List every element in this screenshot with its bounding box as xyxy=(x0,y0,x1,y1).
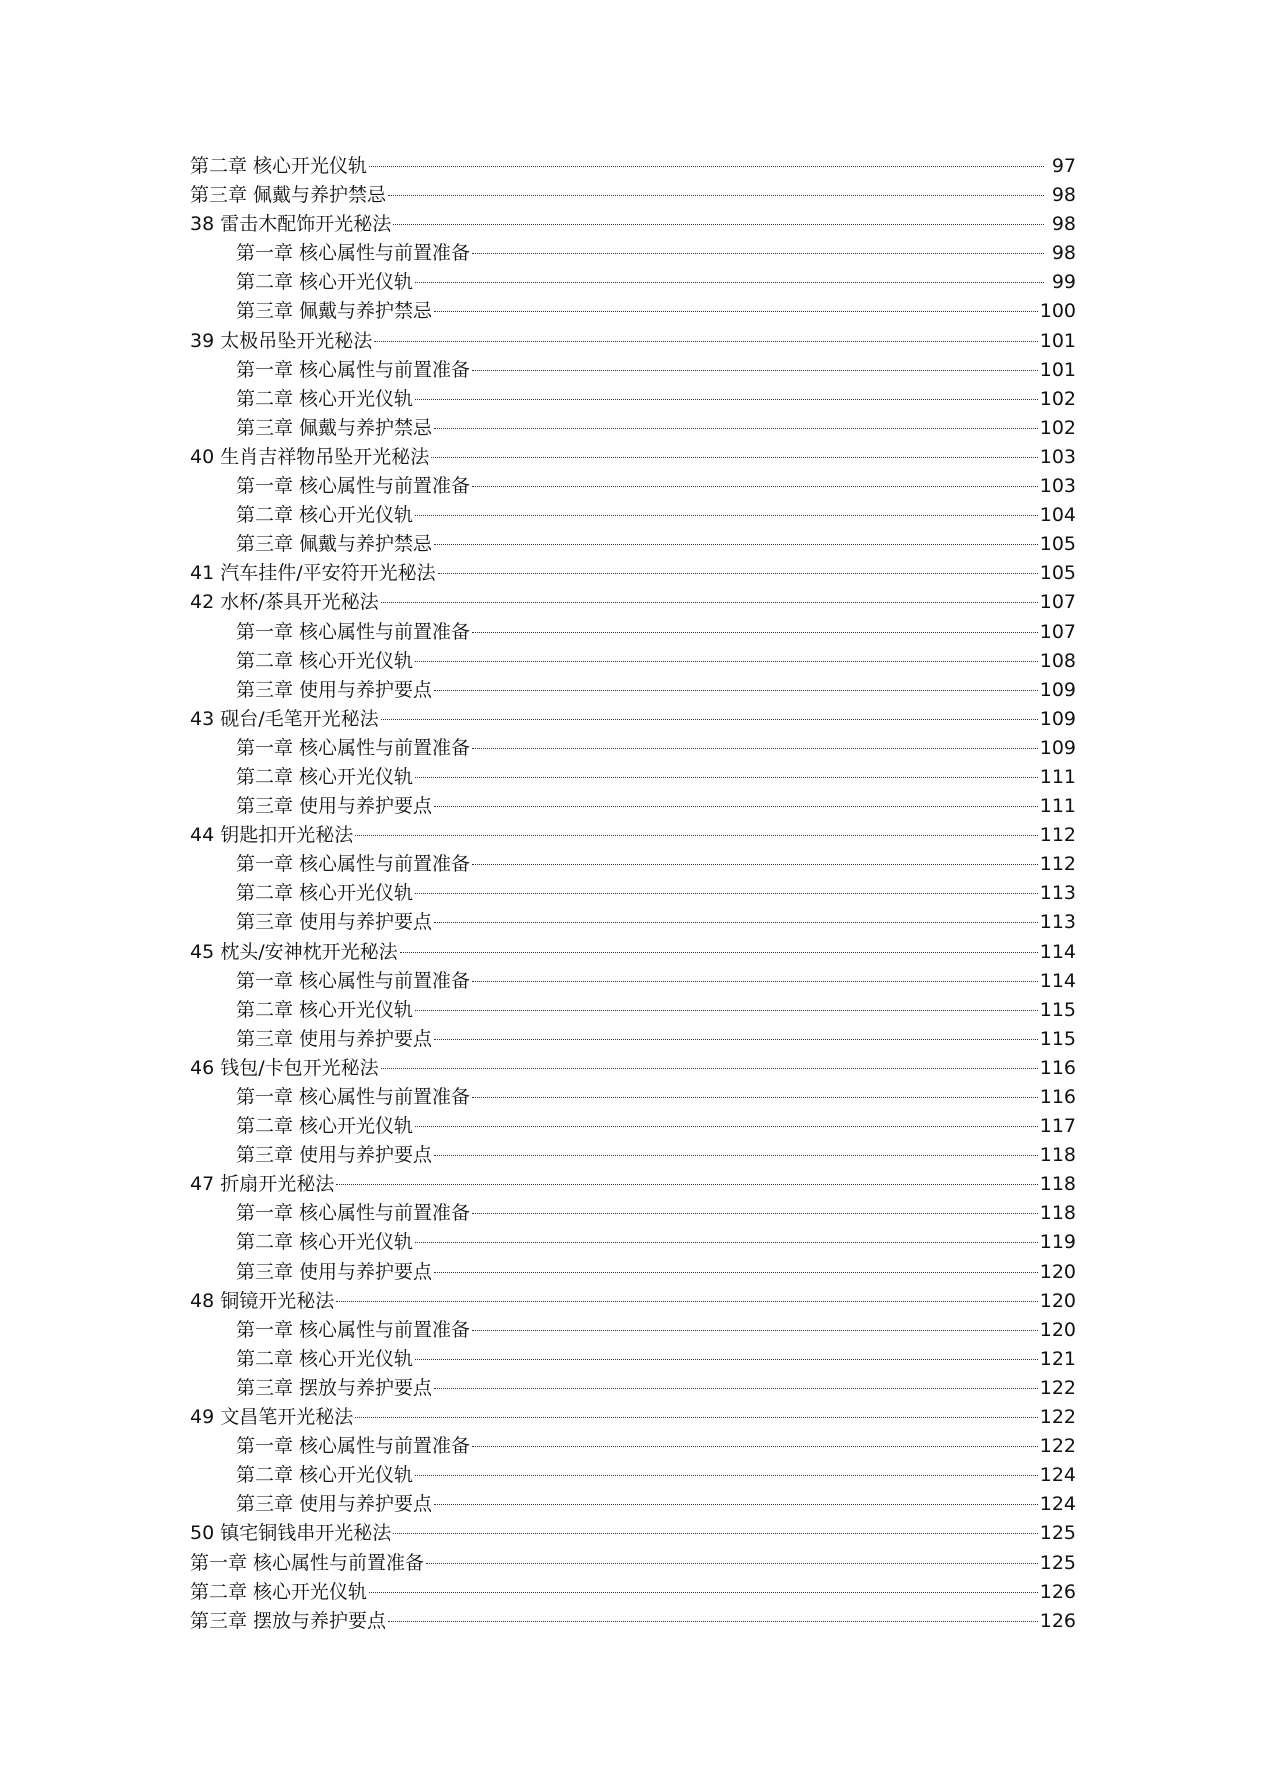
toc-entry-title: 第二章 核心开光仪轨 xyxy=(190,155,368,177)
toc-entry-title: 43 砚台/毛笔开光秘法 xyxy=(190,707,379,730)
toc-dot-leader xyxy=(472,1330,1038,1331)
toc-entry-page-number: 125 xyxy=(1039,1522,1076,1545)
toc-entry-page-number: 98 xyxy=(1051,184,1076,207)
toc-entry-page-number: 112 xyxy=(1039,824,1076,847)
toc-entry-page-number: 107 xyxy=(1039,591,1076,614)
toc-chapter-entry[interactable] xyxy=(190,414,1076,443)
toc-chapter-entry[interactable] xyxy=(190,734,1076,763)
toc-entry-title: 48 铜镜开光秘法 xyxy=(190,1289,335,1312)
toc-chapter-entry[interactable] xyxy=(190,763,1076,792)
toc-entry-page-number: 125 xyxy=(1039,1551,1076,1574)
toc-entry-title: 第一章 核心属性与前置准备 xyxy=(236,1202,471,1225)
toc-section-entry[interactable] xyxy=(190,1287,1076,1316)
toc-dot-leader xyxy=(472,370,1038,371)
toc-entry-title: 40 生肖吉祥物吊坠开光秘法 xyxy=(190,445,430,468)
toc-entry-title: 第三章 摆放与养护要点 xyxy=(236,1376,433,1399)
toc-chapter-entry[interactable] xyxy=(190,1432,1076,1461)
toc-chapter-entry[interactable] xyxy=(190,1199,1076,1228)
toc-chapter-entry[interactable] xyxy=(190,239,1076,268)
toc-entry-title: 第二章 核心开光仪轨 xyxy=(236,271,414,294)
toc-entry-title: 第三章 使用与养护要点 xyxy=(236,1144,433,1167)
toc-entry-title: 第三章 使用与养护要点 xyxy=(236,1027,433,1050)
toc-section-entry[interactable] xyxy=(190,938,1076,967)
toc-dot-leader xyxy=(472,632,1038,633)
toc-entry-page-number: 102 xyxy=(1039,387,1076,410)
toc-section-entry[interactable] xyxy=(190,559,1076,588)
toc-section-entry[interactable] xyxy=(190,443,1076,472)
toc-dot-leader xyxy=(355,835,1038,836)
toc-entry-page-number: 109 xyxy=(1039,736,1076,759)
toc-entry-title: 45 枕头/安神枕开光秘法 xyxy=(190,940,398,963)
toc-section-entry[interactable] xyxy=(190,588,1076,617)
toc-entry-page-number: 105 xyxy=(1039,562,1076,585)
toc-chapter-entry[interactable] xyxy=(190,1258,1076,1287)
toc-dot-leader xyxy=(434,1504,1038,1505)
toc-entry-title: 50 镇宅铜钱串开光秘法 xyxy=(190,1522,392,1545)
toc-entry-page-number: 117 xyxy=(1039,1115,1076,1138)
toc-dot-leader xyxy=(431,457,1038,458)
toc-entry-title: 44 钥匙扣开光秘法 xyxy=(190,824,354,847)
toc-entry-page-number: 118 xyxy=(1039,1202,1076,1225)
toc-dot-leader xyxy=(415,1359,1038,1360)
toc-dot-leader xyxy=(472,748,1038,749)
toc-entry-page-number: 103 xyxy=(1039,475,1076,498)
toc-entry-page-number: 121 xyxy=(1039,1347,1076,1370)
toc-entry-page-number: 111 xyxy=(1039,765,1076,788)
toc-chapter-entry[interactable] xyxy=(190,385,1076,414)
toc-dot-leader xyxy=(434,922,1038,923)
toc-dot-leader xyxy=(415,893,1038,894)
toc-dot-leader xyxy=(434,1155,1038,1156)
toc-entry-page-number: 100 xyxy=(1039,300,1076,323)
toc-dot-leader xyxy=(434,1272,1038,1273)
toc-entry-title: 第三章 使用与养护要点 xyxy=(236,1260,433,1283)
toc-dot-leader xyxy=(472,253,1044,254)
toc-entry-title: 第二章 核心开光仪轨 xyxy=(236,1464,414,1487)
toc-entry-page-number: 112 xyxy=(1039,853,1076,876)
toc-entry-page-number: 124 xyxy=(1039,1464,1076,1487)
toc-entry-title: 第一章 核心属性与前置准备 xyxy=(236,475,471,498)
toc-entry-page-number: 120 xyxy=(1039,1260,1076,1283)
toc-section-entry[interactable] xyxy=(190,1607,1076,1636)
toc-dot-leader xyxy=(434,311,1038,312)
toc-dot-leader xyxy=(415,1010,1038,1011)
toc-dot-leader xyxy=(472,981,1038,982)
toc-chapter-entry[interactable] xyxy=(190,1083,1076,1112)
toc-entry-page-number: 109 xyxy=(1039,707,1076,730)
toc-entry-title: 第一章 核心属性与前置准备 xyxy=(236,242,471,265)
toc-dot-leader xyxy=(415,282,1044,283)
toc-entry-page-number: 101 xyxy=(1039,358,1076,381)
toc-dot-leader xyxy=(472,1097,1038,1098)
toc-entry-page-number: 107 xyxy=(1039,620,1076,643)
toc-entry-page-number: 115 xyxy=(1039,1027,1076,1050)
toc-entry-page-number: 126 xyxy=(1039,1609,1076,1632)
toc-entry-page-number: 108 xyxy=(1039,649,1076,672)
toc-chapter-entry[interactable] xyxy=(190,297,1076,326)
toc-entry-page-number: 118 xyxy=(1039,1173,1076,1196)
toc-dot-leader xyxy=(388,195,1044,196)
toc-dot-leader xyxy=(415,661,1038,662)
toc-dot-leader xyxy=(381,719,1038,720)
toc-chapter-entry[interactable] xyxy=(190,1345,1076,1374)
toc-entry-title: 第一章 核心属性与前置准备 xyxy=(236,620,471,643)
toc-dot-leader xyxy=(415,777,1038,778)
toc-entry-page-number: 120 xyxy=(1039,1318,1076,1341)
toc-entry-page-number: 102 xyxy=(1039,416,1076,439)
toc-chapter-entry[interactable] xyxy=(190,850,1076,879)
toc-dot-leader xyxy=(336,1184,1038,1185)
toc-entry-title: 第二章 核心开光仪轨 xyxy=(236,504,414,527)
toc-chapter-entry[interactable] xyxy=(190,1228,1076,1257)
toc-entry-page-number: 113 xyxy=(1039,911,1076,934)
toc-entry-page-number: 113 xyxy=(1039,882,1076,905)
toc-chapter-entry[interactable] xyxy=(190,908,1076,937)
toc-chapter-entry[interactable] xyxy=(190,879,1076,908)
toc-entry-title: 47 折扇开光秘法 xyxy=(190,1173,335,1196)
toc-section-entry[interactable] xyxy=(190,1170,1076,1199)
toc-entry-title: 第二章 核心开光仪轨 xyxy=(236,1231,414,1254)
toc-entry-page-number: 126 xyxy=(1039,1580,1076,1603)
toc-entry-title: 第三章 佩戴与养护禁忌 xyxy=(236,533,433,556)
toc-section-entry[interactable] xyxy=(190,181,1076,210)
toc-dot-leader xyxy=(381,602,1038,603)
toc-chapter-entry[interactable] xyxy=(190,792,1076,821)
toc-dot-leader xyxy=(393,224,1044,225)
toc-section-entry[interactable] xyxy=(190,1578,1076,1607)
toc-entry-title: 第一章 核心属性与前置准备 xyxy=(236,736,471,759)
toc-dot-leader xyxy=(434,1388,1038,1389)
toc-entry-title: 38 雷击木配饰开光秘法 xyxy=(190,213,392,236)
toc-entry-title: 41 汽车挂件/平安符开光秘法 xyxy=(190,562,436,585)
toc-dot-leader xyxy=(415,515,1038,516)
toc-entry-page-number: 116 xyxy=(1039,1086,1076,1108)
toc-dot-leader xyxy=(415,399,1038,400)
toc-dot-leader xyxy=(472,486,1038,487)
toc-section-entry[interactable] xyxy=(190,327,1076,356)
toc-entry-title: 第三章 摆放与养护要点 xyxy=(190,1609,387,1632)
toc-entry-page-number: 122 xyxy=(1039,1435,1076,1458)
toc-chapter-entry[interactable] xyxy=(190,268,1076,297)
toc-entry-page-number: 115 xyxy=(1039,998,1076,1021)
toc-entry-title: 第二章 核心开光仪轨 xyxy=(236,882,414,905)
toc-entry-title: 第一章 核心属性与前置准备 xyxy=(236,1318,471,1341)
toc-entry-page-number: 114 xyxy=(1039,969,1076,992)
toc-entry-page-number: 120 xyxy=(1039,1289,1076,1312)
toc-entry-title: 第三章 佩戴与养护禁忌 xyxy=(236,416,433,439)
toc-dot-leader xyxy=(472,1213,1038,1214)
toc-entry-page-number: 98 xyxy=(1051,242,1076,265)
toc-chapter-entry[interactable] xyxy=(190,1112,1076,1141)
toc-dot-leader xyxy=(415,1475,1038,1476)
toc-entry-title: 第二章 核心开光仪轨 xyxy=(236,387,414,410)
toc-entry-page-number: 118 xyxy=(1039,1144,1076,1167)
toc-entry-title: 第一章 核心属性与前置准备 xyxy=(190,1551,425,1574)
toc-dot-leader xyxy=(434,806,1038,807)
table-of-contents xyxy=(190,152,1076,1636)
toc-chapter-entry[interactable] xyxy=(190,501,1076,530)
toc-entry-title: 第三章 佩戴与养护禁忌 xyxy=(236,300,433,323)
toc-entry-title: 第一章 核心属性与前置准备 xyxy=(236,1435,471,1458)
toc-entry-page-number: 104 xyxy=(1039,504,1076,527)
toc-dot-leader xyxy=(400,952,1038,953)
toc-entry-page-number: 114 xyxy=(1039,940,1076,963)
toc-dot-leader xyxy=(381,1068,1038,1069)
toc-entry-title: 第一章 核心属性与前置准备 xyxy=(236,358,471,381)
toc-dot-leader xyxy=(434,1039,1038,1040)
toc-chapter-entry[interactable] xyxy=(190,1025,1076,1054)
toc-section-entry[interactable] xyxy=(190,1549,1076,1578)
toc-entry-page-number: 122 xyxy=(1039,1406,1076,1429)
toc-section-entry[interactable] xyxy=(190,210,1076,239)
toc-dot-leader xyxy=(434,544,1038,545)
toc-entry-title: 第二章 核心开光仪轨 xyxy=(236,649,414,672)
toc-entry-page-number: 105 xyxy=(1039,533,1076,556)
toc-dot-leader xyxy=(336,1301,1038,1302)
toc-chapter-entry[interactable] xyxy=(190,1374,1076,1403)
toc-dot-leader xyxy=(374,341,1038,342)
toc-entry-page-number: 111 xyxy=(1039,795,1076,818)
toc-chapter-entry[interactable] xyxy=(190,996,1076,1025)
toc-chapter-entry[interactable] xyxy=(190,472,1076,501)
toc-entry-title: 第三章 佩戴与养护禁忌 xyxy=(190,184,387,207)
toc-dot-leader xyxy=(472,1446,1038,1447)
toc-entry-title: 第三章 使用与养护要点 xyxy=(236,911,433,934)
toc-entry-title: 第三章 使用与养护要点 xyxy=(236,1493,433,1516)
toc-dot-leader xyxy=(434,690,1038,691)
toc-entry-title: 49 文昌笔开光秘法 xyxy=(190,1406,354,1429)
toc-entry-page-number: 124 xyxy=(1039,1493,1076,1516)
toc-dot-leader xyxy=(438,573,1038,574)
toc-dot-leader xyxy=(355,1417,1038,1418)
toc-entry-title: 第三章 使用与养护要点 xyxy=(236,795,433,818)
toc-section-entry[interactable] xyxy=(190,1403,1076,1432)
toc-entry-title: 第二章 核心开光仪轨 xyxy=(236,998,414,1021)
toc-entry-page-number: 103 xyxy=(1039,445,1076,468)
toc-dot-leader xyxy=(369,1592,1038,1593)
toc-dot-leader xyxy=(415,1242,1038,1243)
toc-section-entry[interactable] xyxy=(190,152,1076,181)
toc-entry-title: 第二章 核心开光仪轨 xyxy=(236,1347,414,1370)
toc-chapter-entry[interactable] xyxy=(190,1141,1076,1170)
toc-chapter-entry[interactable] xyxy=(190,676,1076,705)
toc-entry-title: 第一章 核心属性与前置准备 xyxy=(236,853,471,876)
toc-section-entry[interactable] xyxy=(190,821,1076,850)
toc-entry-title: 第二章 核心开光仪轨 xyxy=(236,765,414,788)
toc-dot-leader xyxy=(472,864,1038,865)
toc-chapter-entry[interactable] xyxy=(190,356,1076,385)
toc-dot-leader xyxy=(393,1533,1038,1534)
toc-entry-page-number: 97 xyxy=(1051,155,1076,177)
toc-entry-page-number: 101 xyxy=(1039,329,1076,352)
toc-chapter-entry[interactable] xyxy=(190,1490,1076,1519)
toc-entry-page-number: 99 xyxy=(1051,271,1076,294)
toc-section-entry[interactable] xyxy=(190,1054,1076,1083)
toc-entry-page-number: 119 xyxy=(1039,1231,1076,1254)
toc-section-entry[interactable] xyxy=(190,1519,1076,1548)
toc-entry-title: 第一章 核心属性与前置准备 xyxy=(236,969,471,992)
toc-dot-leader xyxy=(426,1563,1038,1564)
toc-entry-title: 46 钱包/卡包开光秘法 xyxy=(190,1056,379,1079)
toc-entry-title: 第二章 核心开光仪轨 xyxy=(236,1115,414,1138)
toc-entry-page-number: 98 xyxy=(1051,213,1076,236)
toc-section-entry[interactable] xyxy=(190,705,1076,734)
toc-chapter-entry[interactable] xyxy=(190,1461,1076,1490)
toc-entry-title: 42 水杯/茶具开光秘法 xyxy=(190,591,379,614)
toc-chapter-entry[interactable] xyxy=(190,967,1076,996)
toc-entry-page-number: 116 xyxy=(1039,1056,1076,1079)
toc-entry-title: 第一章 核心属性与前置准备 xyxy=(236,1086,471,1108)
toc-chapter-entry[interactable] xyxy=(190,1316,1076,1345)
toc-entry-page-number: 122 xyxy=(1039,1376,1076,1399)
toc-entry-title: 第三章 使用与养护要点 xyxy=(236,678,433,701)
toc-chapter-entry[interactable] xyxy=(190,530,1076,559)
toc-dot-leader xyxy=(415,1126,1038,1127)
toc-dot-leader xyxy=(434,428,1038,429)
toc-dot-leader xyxy=(388,1621,1038,1622)
toc-entry-title: 39 太极吊坠开光秘法 xyxy=(190,329,373,352)
toc-chapter-entry[interactable] xyxy=(190,647,1076,676)
toc-entry-title: 第二章 核心开光仪轨 xyxy=(190,1580,368,1603)
toc-chapter-entry[interactable] xyxy=(190,618,1076,647)
toc-entry-page-number: 109 xyxy=(1039,678,1076,701)
toc-dot-leader xyxy=(369,166,1044,167)
